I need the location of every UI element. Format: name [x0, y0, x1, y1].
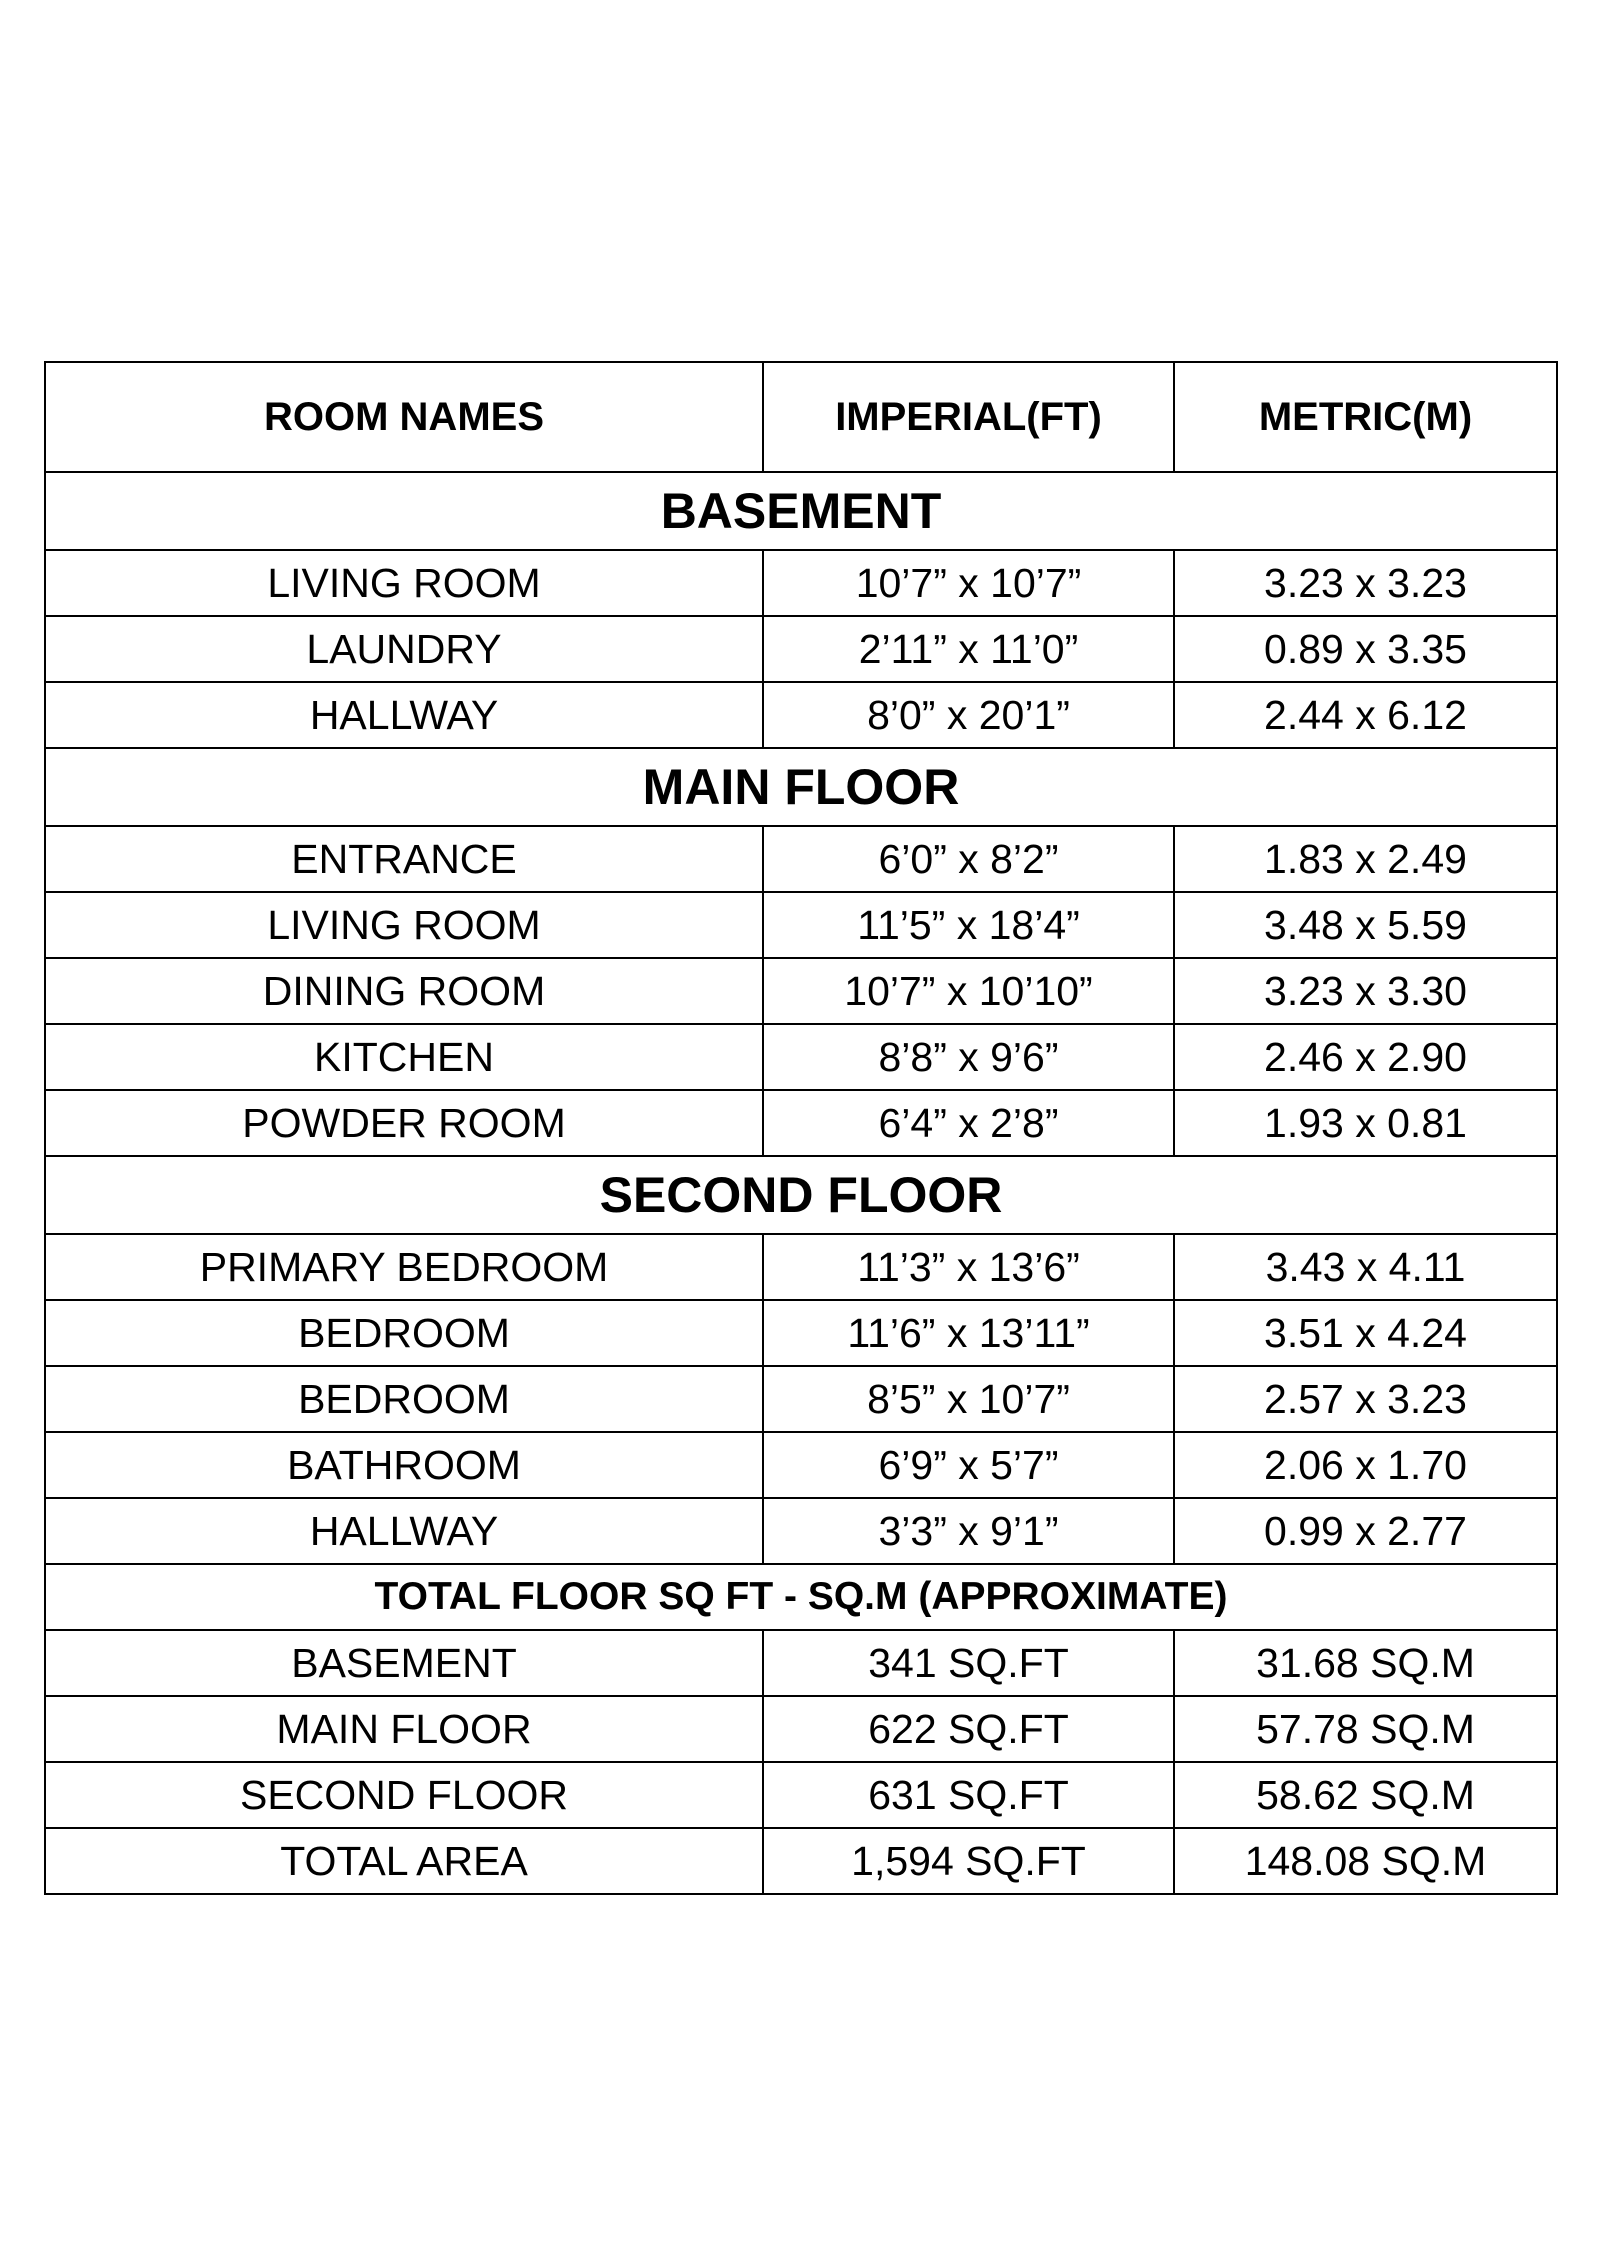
imperial-area: 1,594 SQ.FT [763, 1828, 1174, 1894]
metric-area: 31.68 SQ.M [1174, 1630, 1557, 1696]
section-title: SECOND FLOOR [45, 1156, 1557, 1234]
room-name: KITCHEN [45, 1024, 763, 1090]
metric-area: 58.62 SQ.M [1174, 1762, 1557, 1828]
metric-value: 2.46 x 2.90 [1174, 1024, 1557, 1090]
section-main-floor [45, 748, 1557, 826]
table-row [45, 1498, 1557, 1564]
metric-value: 3.43 x 4.11 [1174, 1234, 1557, 1300]
metric-value: 3.23 x 3.23 [1174, 550, 1557, 616]
header-metric: METRIC(M) [1174, 362, 1557, 472]
imperial-area: 631 SQ.FT [763, 1762, 1174, 1828]
imperial-value: 2’11” x 11’0” [763, 616, 1174, 682]
table-row [45, 1366, 1557, 1432]
imperial-area: 622 SQ.FT [763, 1696, 1174, 1762]
metric-value: 0.89 x 3.35 [1174, 616, 1557, 682]
imperial-value: 6’4” x 2’8” [763, 1090, 1174, 1156]
metric-area: 57.78 SQ.M [1174, 1696, 1557, 1762]
metric-value: 2.57 x 3.23 [1174, 1366, 1557, 1432]
metric-value: 3.48 x 5.59 [1174, 892, 1557, 958]
section-title: BASEMENT [45, 472, 1557, 550]
table-header-row [45, 362, 1557, 472]
table-row [45, 1024, 1557, 1090]
table-row [45, 1300, 1557, 1366]
metric-value: 3.51 x 4.24 [1174, 1300, 1557, 1366]
table-row [45, 682, 1557, 748]
table-row [45, 616, 1557, 682]
table-row [45, 958, 1557, 1024]
metric-value: 3.23 x 3.30 [1174, 958, 1557, 1024]
floor-name: TOTAL AREA [45, 1828, 763, 1894]
room-name: HALLWAY [45, 682, 763, 748]
room-name: POWDER ROOM [45, 1090, 763, 1156]
metric-value: 2.06 x 1.70 [1174, 1432, 1557, 1498]
table-row [45, 1234, 1557, 1300]
room-name: BATHROOM [45, 1432, 763, 1498]
metric-value: 1.93 x 0.81 [1174, 1090, 1557, 1156]
room-name: HALLWAY [45, 1498, 763, 1564]
imperial-value: 6’0” x 8’2” [763, 826, 1174, 892]
room-name: LAUNDRY [45, 616, 763, 682]
table-row [45, 1696, 1557, 1762]
section-basement [45, 472, 1557, 550]
imperial-value: 10’7” x 10’7” [763, 550, 1174, 616]
table-row [45, 826, 1557, 892]
room-name: BEDROOM [45, 1366, 763, 1432]
section-title: TOTAL FLOOR SQ FT - SQ.M (APPROXIMATE) [45, 1564, 1557, 1630]
metric-value: 2.44 x 6.12 [1174, 682, 1557, 748]
imperial-value: 6’9” x 5’7” [763, 1432, 1174, 1498]
header-imperial: IMPERIAL(FT) [763, 362, 1174, 472]
imperial-value: 11’5” x 18’4” [763, 892, 1174, 958]
imperial-value: 3’3” x 9’1” [763, 1498, 1174, 1564]
section-title: MAIN FLOOR [45, 748, 1557, 826]
metric-value: 0.99 x 2.77 [1174, 1498, 1557, 1564]
room-name: DINING ROOM [45, 958, 763, 1024]
table-row [45, 892, 1557, 958]
table-row [45, 1828, 1557, 1894]
imperial-value: 8’0” x 20’1” [763, 682, 1174, 748]
header-room-names: ROOM NAMES [45, 362, 763, 472]
table-row [45, 1432, 1557, 1498]
floor-name: SECOND FLOOR [45, 1762, 763, 1828]
table-row [45, 1762, 1557, 1828]
imperial-value: 11’3” x 13’6” [763, 1234, 1174, 1300]
section-second-floor [45, 1156, 1557, 1234]
room-name: LIVING ROOM [45, 892, 763, 958]
table-row [45, 1630, 1557, 1696]
floor-name: BASEMENT [45, 1630, 763, 1696]
room-name: BEDROOM [45, 1300, 763, 1366]
imperial-value: 8’8” x 9’6” [763, 1024, 1174, 1090]
imperial-area: 341 SQ.FT [763, 1630, 1174, 1696]
room-dimensions-table [44, 361, 1558, 1895]
room-name: LIVING ROOM [45, 550, 763, 616]
metric-area: 148.08 SQ.M [1174, 1828, 1557, 1894]
table-row [45, 550, 1557, 616]
imperial-value: 10’7” x 10’10” [763, 958, 1174, 1024]
floor-name: MAIN FLOOR [45, 1696, 763, 1762]
imperial-value: 8’5” x 10’7” [763, 1366, 1174, 1432]
table-row [45, 1090, 1557, 1156]
imperial-value: 11’6” x 13’11” [763, 1300, 1174, 1366]
room-name: PRIMARY BEDROOM [45, 1234, 763, 1300]
room-name: ENTRANCE [45, 826, 763, 892]
section-totals [45, 1564, 1557, 1630]
metric-value: 1.83 x 2.49 [1174, 826, 1557, 892]
